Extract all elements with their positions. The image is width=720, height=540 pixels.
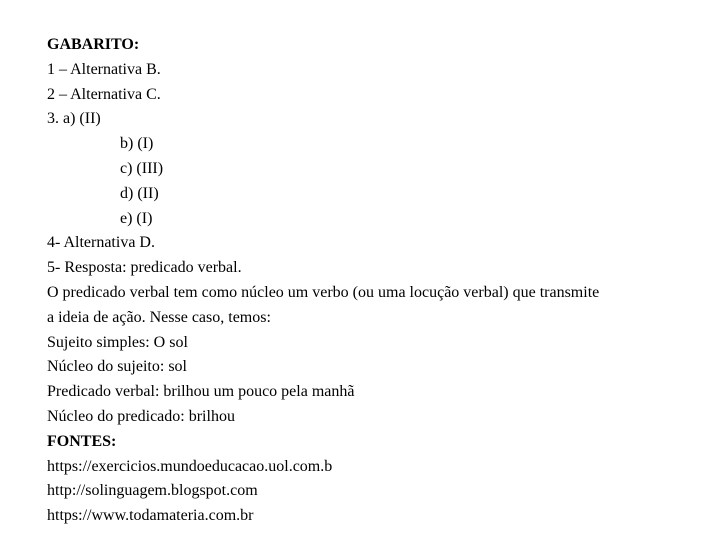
answer-3c: c) (III) bbox=[120, 159, 164, 177]
source-link-1: https://exercicios.mundoeducacao.uol.com.b bbox=[47, 457, 333, 475]
answer-1: 1 – Alternativa B. bbox=[47, 60, 161, 78]
answer-3a: 3. a) (II) bbox=[47, 110, 101, 128]
answer-4: 4- Alternativa D. bbox=[47, 234, 155, 252]
source-link-3: https://www.todamateria.com.br bbox=[47, 507, 254, 525]
subject-core-line: Núcleo do sujeito: sol bbox=[47, 358, 187, 376]
explanation-line-2: a ideia de ação. Nesse caso, temos: bbox=[47, 308, 271, 326]
subject-line: Sujeito simples: O sol bbox=[47, 333, 188, 351]
explanation-line-1: O predicado verbal tem como núcleo um verbo (ou uma locução verbal) que transmite bbox=[47, 283, 600, 301]
answer-3d: d) (II) bbox=[120, 184, 159, 202]
gabarito-heading: GABARITO: bbox=[47, 36, 140, 53]
answer-3b: b) (I) bbox=[120, 135, 154, 153]
answer-3e: e) (I) bbox=[120, 209, 153, 227]
predicate-line: Predicado verbal: brilhou um pouco pela manhã bbox=[47, 383, 355, 401]
answer-5: 5- Resposta: predicado verbal. bbox=[47, 259, 242, 277]
source-link-2: http://solinguagem.blogspot.com bbox=[47, 482, 258, 500]
answer-2: 2 – Alternativa C. bbox=[47, 85, 161, 103]
predicate-core-line: Núcleo do predicado: brilhou bbox=[47, 407, 235, 425]
answer-key-document bbox=[47, 33, 687, 529]
fontes-heading: FONTES: bbox=[47, 432, 117, 450]
